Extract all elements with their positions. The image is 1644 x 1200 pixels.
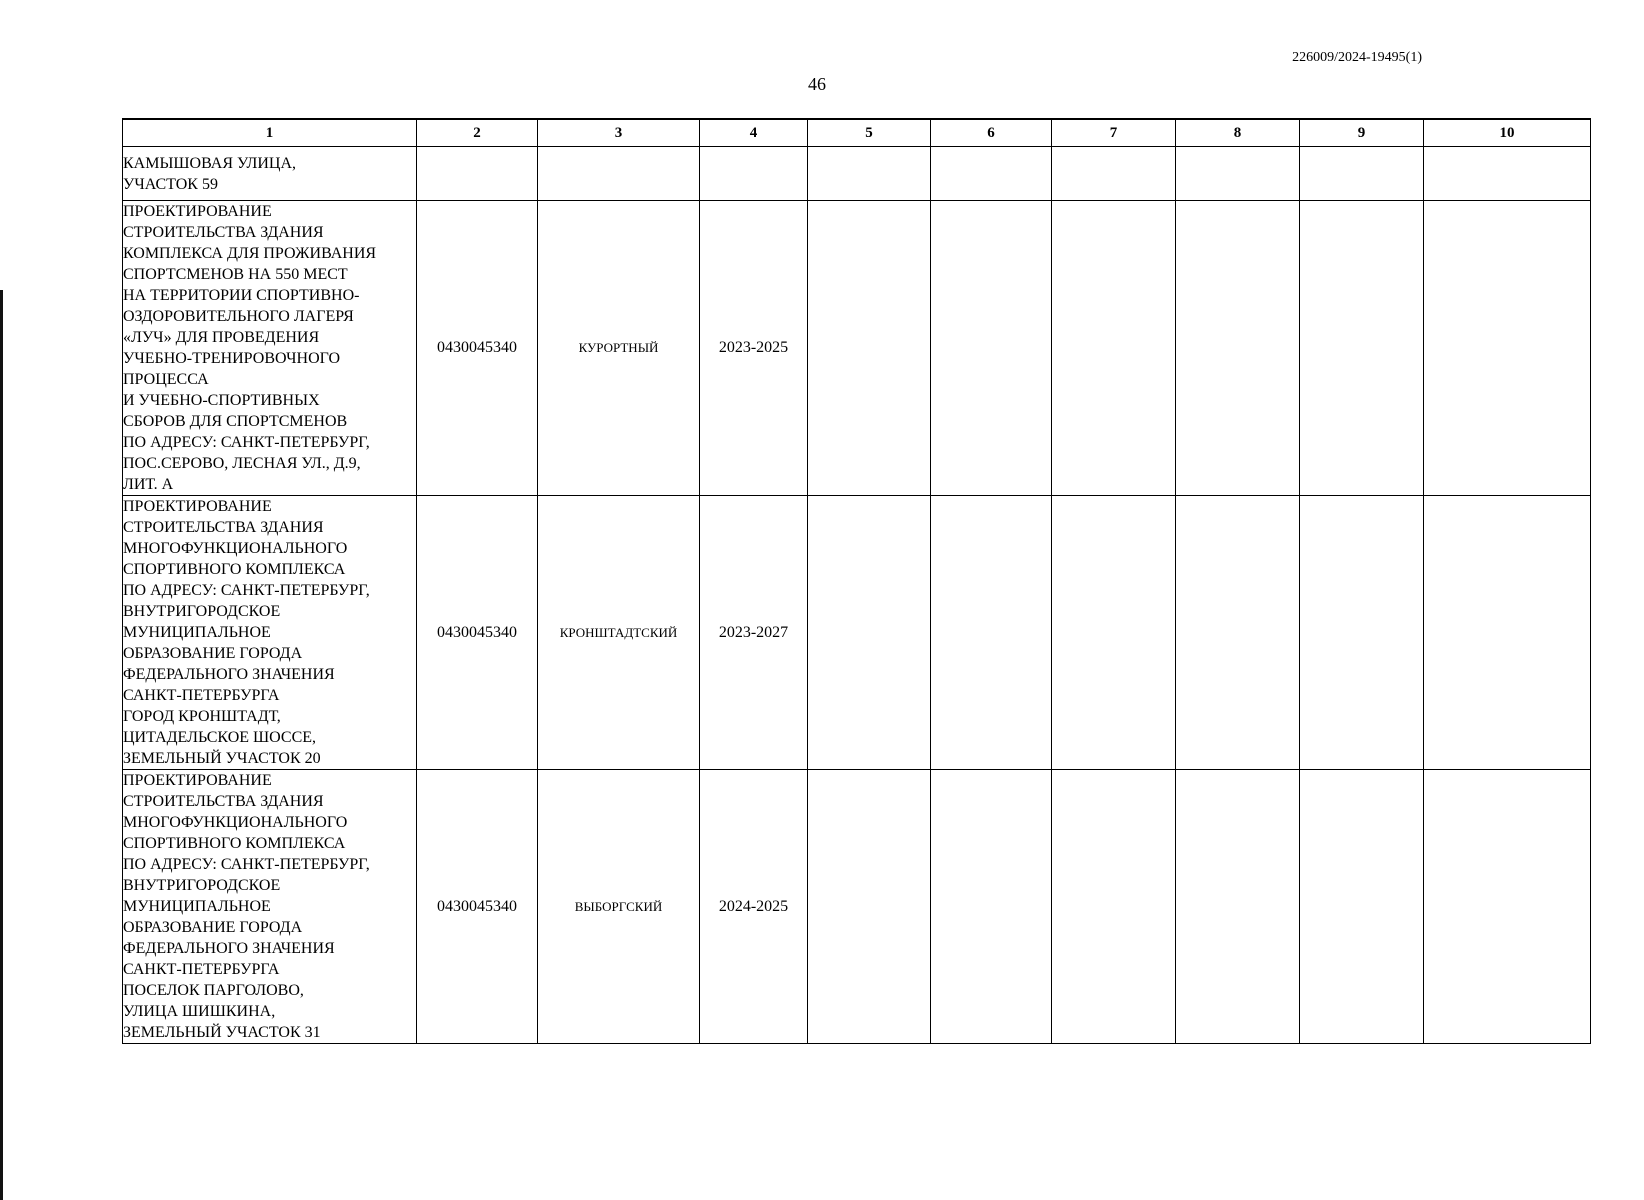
page-number: 46: [808, 74, 826, 94]
empty-cell: [1300, 496, 1424, 770]
object-code: 0430045340: [417, 201, 538, 496]
column-header-5: 5: [808, 119, 931, 147]
empty-cell: [1052, 496, 1176, 770]
column-header-7: 7: [1052, 119, 1176, 147]
empty-cell: [1424, 201, 1591, 496]
column-header-2: 2: [417, 119, 538, 147]
empty-cell: [808, 496, 931, 770]
empty-cell: [808, 201, 931, 496]
empty-cell: [931, 147, 1052, 201]
empty-cell: [1300, 147, 1424, 201]
object-code: 0430045340: [417, 496, 538, 770]
table-row: [123, 147, 1591, 201]
empty-cell: [1176, 201, 1300, 496]
empty-cell: [1176, 147, 1300, 201]
empty-cell: [1052, 770, 1176, 1044]
column-header-8: 8: [1176, 119, 1300, 147]
column-header-9: 9: [1300, 119, 1424, 147]
scan-edge-mark: [0, 290, 3, 1200]
empty-cell: [1424, 496, 1591, 770]
data-table: [122, 118, 1591, 1044]
empty-cell: [1424, 770, 1591, 1044]
object-description: ПРОЕКТИРОВАНИЕ СТРОИТЕЛЬСТВА ЗДАНИЯ МНОГОФУНКЦИОНАЛЬНОГО СПОРТИВНОГО КОМПЛЕКСА ПО АДРЕСУ: САНКТ-ПЕТЕРБУРГ, ВНУТРИГОРОДСКОЕ МУНИЦИПАЛЬНОЕ ОБРАЗОВАНИЕ ГОРОДА ФЕДЕРАЛЬНОГО ЗНАЧЕНИЯ САНКТ-ПЕТЕРБУРГА ПОСЕЛОК ПАРГОЛОВО, УЛИЦА ШИШКИНА, ЗЕМЕЛЬНЫЙ УЧАСТОК 31: [123, 770, 417, 1044]
empty-cell: [1176, 496, 1300, 770]
period-years: 2024-2025: [700, 770, 808, 1044]
empty-cell: [1176, 770, 1300, 1044]
empty-cell: [1424, 147, 1591, 201]
empty-cell: [1052, 201, 1176, 496]
object-code: [417, 147, 538, 201]
table-row: [123, 201, 1591, 496]
document-id: 226009/2024-19495(1): [1292, 50, 1422, 65]
object-description: ПРОЕКТИРОВАНИЕ СТРОИТЕЛЬСТВА ЗДАНИЯ МНОГОФУНКЦИОНАЛЬНОГО СПОРТИВНОГО КОМПЛЕКСА ПО АДРЕСУ: САНКТ-ПЕТЕРБУРГ, ВНУТРИГОРОДСКОЕ МУНИЦИПАЛЬНОЕ ОБРАЗОВАНИЕ ГОРОДА ФЕДЕРАЛЬНОГО ЗНАЧЕНИЯ САНКТ-ПЕТЕРБУРГА ГОРОД КРОНШТАДТ, ЦИТАДЕЛЬСКОЕ ШОССЕ, ЗЕМЕЛЬНЫЙ УЧАСТОК 20: [123, 496, 417, 770]
empty-cell: [1300, 770, 1424, 1044]
column-header-10: 10: [1424, 119, 1591, 147]
empty-cell: [808, 147, 931, 201]
district-name: [538, 147, 700, 201]
column-header-1: 1: [123, 119, 417, 147]
column-header-3: 3: [538, 119, 700, 147]
district-name: КРОНШТАДТСКИЙ: [538, 496, 700, 770]
district-name: КУРОРТНЫЙ: [538, 201, 700, 496]
column-header-4: 4: [700, 119, 808, 147]
empty-cell: [931, 770, 1052, 1044]
period-years: 2023-2025: [700, 201, 808, 496]
period-years: [700, 147, 808, 201]
empty-cell: [808, 770, 931, 1044]
table-row: [123, 770, 1591, 1044]
district-name: ВЫБОРГСКИЙ: [538, 770, 700, 1044]
object-code: 0430045340: [417, 770, 538, 1044]
header-row: [123, 119, 1591, 147]
empty-cell: [1052, 147, 1176, 201]
object-description: КАМЫШОВАЯ УЛИЦА, УЧАСТОК 59: [123, 147, 417, 201]
period-years: 2023-2027: [700, 496, 808, 770]
column-header-6: 6: [931, 119, 1052, 147]
empty-cell: [931, 201, 1052, 496]
table-row: [123, 496, 1591, 770]
object-description: ПРОЕКТИРОВАНИЕ СТРОИТЕЛЬСТВА ЗДАНИЯ КОМПЛЕКСА ДЛЯ ПРОЖИВАНИЯ СПОРТСМЕНОВ НА 550 МЕСТ НА ТЕРРИТОРИИ СПОРТИВНО- ОЗДОРОВИТЕЛЬНОГО ЛАГЕРЯ «ЛУЧ» ДЛЯ ПРОВЕДЕНИЯ УЧЕБНО-ТРЕНИРОВОЧНОГО ПРОЦЕССА И УЧЕБНО-СПОРТИВНЫХ СБОРОВ ДЛЯ СПОРТСМЕНОВ ПО АДРЕСУ: САНКТ-ПЕТЕРБУРГ, ПОС.СЕРОВО, ЛЕСНАЯ УЛ., Д.9, ЛИТ. А: [123, 201, 417, 496]
empty-cell: [931, 496, 1052, 770]
empty-cell: [1300, 201, 1424, 496]
